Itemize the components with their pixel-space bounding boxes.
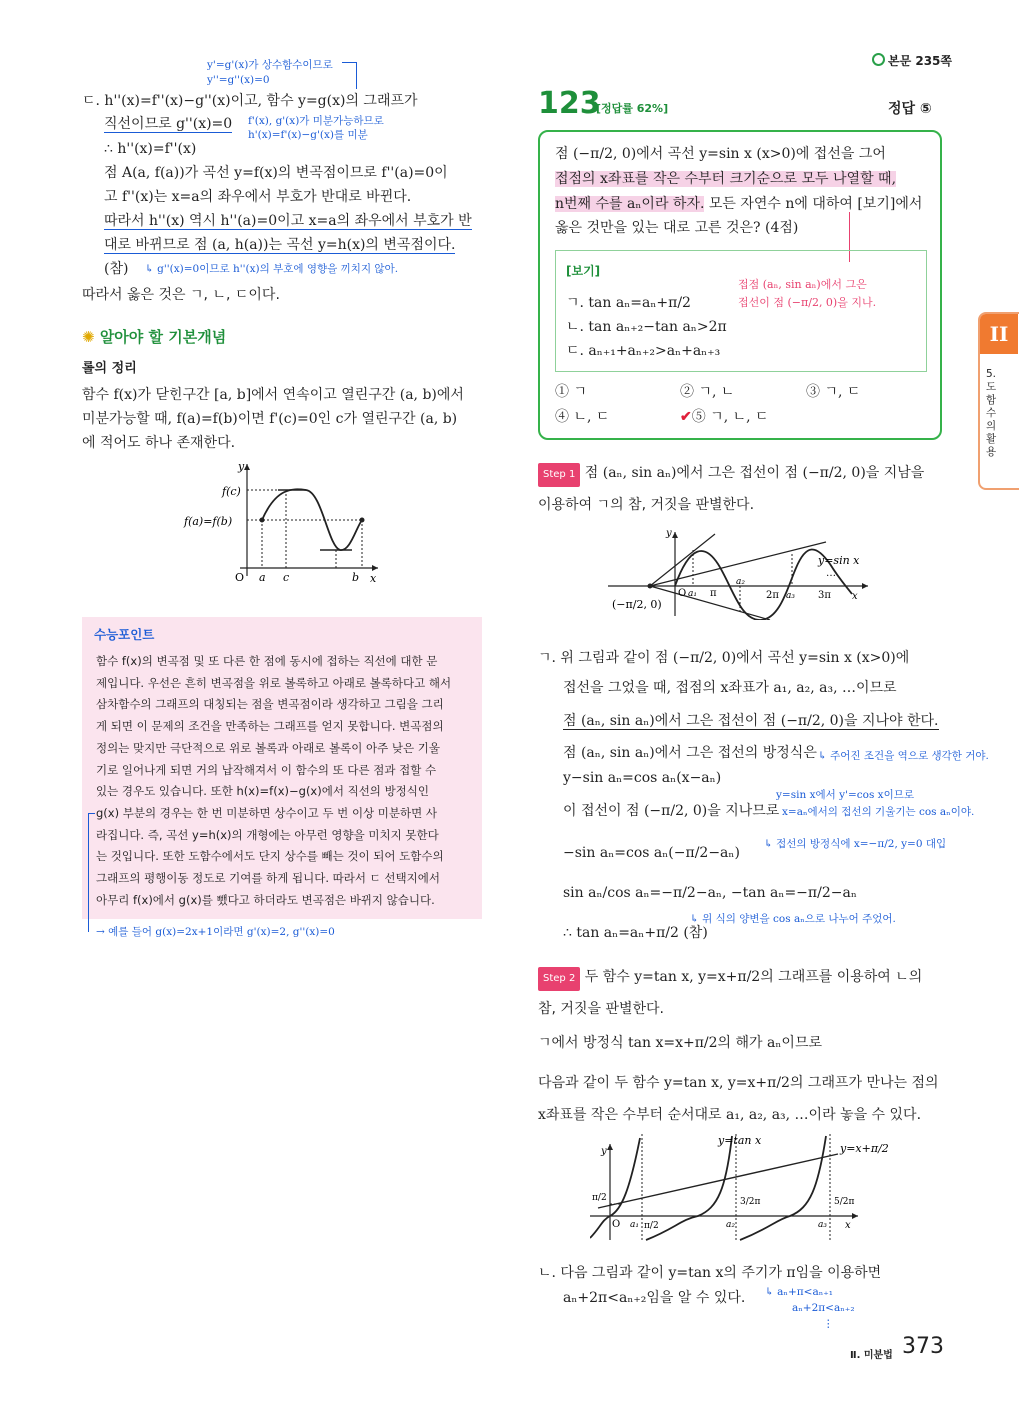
tan-a1: a₁ [630, 1220, 639, 1230]
line-c4: 점 A(a, f(a))가 곡선 y=f(x)의 변곡점이므로 f''(a)=0이 [104, 165, 448, 181]
tan-half-pi: π/2 [644, 1221, 659, 1231]
note-sol5: y=sin x에서 y'=cos x이므로 [776, 789, 915, 801]
note-mid: f'(x), g'(x)가 미분가능하므로 h'(x)=f'(x)−g'(x)를 미분 [248, 115, 384, 141]
sol-line7: −sin aₙ=cos aₙ(−π/2−aₙ) [563, 845, 740, 861]
conclusion: 따라서 옳은 것은 ㄱ, ㄴ, ㄷ이다. [82, 287, 280, 303]
tan-5half-pi: 5/2π [834, 1197, 855, 1207]
step2-line2: 참, 거짓을 판별한다. [538, 1001, 664, 1017]
accuracy-rate: [정답률 62%] [596, 102, 669, 115]
sin-2pi: 2π [766, 590, 779, 601]
step1-tag: Step 1 [538, 463, 580, 487]
line-c1: ㄷ. h''(x)=f''(x)−g''(x)이고, 함수 y=g(x)의 그래프가 [82, 93, 418, 109]
bogi-g1: ㄱ. tan aₙ=aₙ+π/2 [566, 295, 691, 311]
tan-line3: x좌표를 작은 수부터 순서대로 a₁, a₂, a₃, …이라 놓을 수 있다. [538, 1107, 922, 1123]
step2-line1: Step 2 두 함수 y=tan x, y=x+π/2의 그래프를 이용하여 ㄴ의 [538, 966, 922, 991]
sin-3pi: 3π [818, 590, 831, 601]
sol-line4: 점 (aₙ, sin aₙ)에서 그은 접선의 방정식은 [563, 745, 817, 761]
bogi-g3: ㄷ. aₙ₊₁+aₙ₊₂>aₙ+aₙ₊₃ [566, 343, 721, 359]
tan-top-label: y=tan x [718, 1134, 762, 1147]
rolle-title: 롤의 정리 [82, 361, 137, 376]
note-sol8: ↳ 위 식의 양변을 cos aₙ으로 나누어 주었어. [690, 913, 896, 925]
sin-pi: π [710, 588, 717, 599]
choice-5[interactable]: ✔⑤ ㄱ, ㄴ, ㄷ [680, 409, 769, 425]
line-c7: 대로 바뀌므로 점 (a, h(a))는 곡선 y=h(x)의 변곡점이다. [104, 237, 456, 253]
question-line4: 옳은 것만을 있는 대로 고른 것은? (4점) [555, 220, 799, 236]
line-c8: (참) [104, 261, 129, 277]
axis-y: y [238, 460, 245, 473]
sin-origin: O [678, 588, 687, 599]
sin-curve-label: y=sin x [818, 554, 860, 567]
tan-axis-y: y [601, 1146, 607, 1157]
sol-line6: 이 접선이 점 (−π/2, 0)을 지나므로 [563, 803, 780, 819]
sin-graph [600, 524, 880, 620]
label-a: a [259, 571, 266, 583]
rolle-line1: 함수 f(x)가 닫힌구간 [a, b]에서 연속이고 열린구간 (a, b)에서 [82, 387, 464, 403]
period-line2: aₙ+2π<aₙ₊₂임을 알 수 있다. [563, 1290, 746, 1306]
sol-line2: 접선을 그었을 때, 접점의 x좌표가 a₁, a₂, a₃, …이므로 [563, 680, 897, 696]
point-note: → 예를 들어 g(x)=2x+1이라면 g'(x)=2, g''(x)=0 [96, 926, 335, 938]
line-c2: 직선이므로 g''(x)=0 [104, 116, 233, 132]
sin-a3: a₃ [786, 591, 795, 601]
sol-line1: ㄱ. 위 그림과 같이 점 (−π/2, 0)에서 곡선 y=sin x (x>0)에 [538, 650, 910, 666]
tan-line-label: y=x+π/2 [840, 1142, 889, 1155]
label-fc: f(c) [222, 485, 241, 498]
answer-label: 정답 ⑤ [888, 101, 932, 117]
footer-chapter: Ⅱ. 미분법 [850, 1350, 893, 1361]
note-sol6: x=aₙ에서의 접선의 기울기는 cos aₙ이야. [782, 806, 975, 818]
chapter-label: 5.도함수의활용 [986, 368, 997, 458]
chapter-roman: II [980, 314, 1018, 354]
note-c8: ↳ g''(x)=0이므로 h''(x)의 부호에 영향을 끼치지 않아. [145, 263, 399, 275]
period-line1: ㄴ. 다음 그림과 같이 y=tan x의 주기가 π임을 이용하면 [538, 1265, 882, 1281]
sol-line9: ∴ tan aₙ=aₙ+π/2 (참) [563, 925, 708, 941]
question-line3: n번째 수를 aₙ이라 하자. 모든 자연수 n에 대하여 [보기]에서 [555, 196, 923, 212]
sol-line3: 점 (aₙ, sin aₙ)에서 그은 접선이 점 (−π/2, 0)을 지나야 한다. [563, 713, 939, 729]
line-c6: 따라서 h''(x) 역시 h''(a)=0이고 x=a의 좌우에서 부호가 반 [104, 213, 472, 229]
tan-origin: O [612, 1219, 621, 1230]
sol-line5: y−sin aₙ=cos aₙ(x−aₙ) [563, 770, 722, 786]
check-icon: ✔ [680, 409, 692, 425]
bogi-note: 접점 (aₙ, sin aₙ)에서 그은 접선이 점 (−π/2, 0)을 지나. [738, 278, 877, 309]
label-b: b [352, 571, 360, 583]
period-note: ↳ aₙ+π<aₙ₊₁ aₙ+2π<aₙ₊₂ ⋮ [765, 1286, 855, 1330]
tan-3half-pi: 3/2π [740, 1197, 761, 1207]
origin: O [235, 571, 245, 583]
question-line1: 점 (−π/2, 0)에서 곡선 y=sin x (x>0)에 접선을 그어 [555, 146, 886, 162]
axis-x: x [370, 572, 377, 583]
sin-point: (−π/2, 0) [612, 598, 662, 611]
sin-a1: a₁ [688, 589, 697, 599]
question-line2: 접점의 x좌표를 작은 수부터 크기순으로 모두 나열할 때, [555, 171, 897, 187]
circle-icon [872, 53, 885, 66]
point-body: 함수 f(x)의 변곡점 및 또 다른 한 점에 동시에 접하는 직선에 대한 문 제입니다. 우선은 흔히 변곡점을 위로 볼록하고 아래로 볼록하다고 해서 삼차함수의 그래프의 대칭되는 점을 변곡점이라 생각하고 그림을 그리 게 되면 이 문제의 조건을 만족하는 그래프를 얻지 못합니다. 변곡점의 정의는 맞지만 극단적으로 위로 볼록과 아래로 볼록이 아주 낮은 기울 기로 일어나게 되면 거의 납작해져서 이 함수의 또 다른 점과 접할 수 있는 경우도 있습니다. 또한 h(x)=f(x)−g(x)에서 직선의 방정식인 g(x) 부분의 경우는 한 번 미분하면 상수이고 두 번 이상 미분하면 사 라집니다. 즉, 곡선 y=h(x)의 개형에는 아무런 영향을 미치지 못한다 는 것입니다. 또한 도함수에서도 단지 상수를 빼는 것이 되어 도함수의 그래프의 평행이동 정도로 기여를 하게 됩니다. 따라서 ㄷ 선택지에서 아무리 f(x)에서 g(x)를 뺐다고 하더라도 변곡점은 바뀌지 않습니다. [96, 654, 452, 907]
step1-line1: Step 1 점 (aₙ, sin aₙ)에서 그은 접선이 점 (−π/2, 0)을 지남을 [538, 462, 924, 487]
label-fa: f(a)=f(b) [184, 515, 233, 528]
page-number: 373 [902, 1334, 944, 1359]
choice-2[interactable]: ② ㄱ, ㄴ [680, 384, 735, 400]
step2-tag: Step 2 [538, 967, 580, 991]
bogi-g2: ㄴ. tan aₙ₊₂−tan aₙ>2π [566, 319, 727, 335]
line-c5: 고 f''(x)는 x=a의 좌우에서 부호가 반대로 바뀐다. [104, 189, 412, 205]
rolle-graph [180, 458, 390, 583]
sin-a2: a₂ [736, 577, 745, 587]
concept-title: ✺ 알아야 할 기본개념 [82, 328, 227, 346]
step1-line2: 이용하여 ㄱ의 참, 거짓을 판별한다. [538, 497, 755, 513]
tan-line1: ㄱ에서 방정식 tan x=x+π/2의 해가 aₙ이므로 [538, 1035, 823, 1051]
choice-3[interactable]: ③ ㄱ, ㄷ [806, 384, 861, 400]
choice-4[interactable]: ④ ㄴ, ㄷ [555, 409, 610, 425]
tan-a2: a₂ [726, 1220, 735, 1230]
bogi-title: [보기] [566, 264, 601, 278]
note-connector [342, 62, 357, 89]
label-c: c [283, 571, 290, 583]
lightbulb-icon: ✺ [82, 328, 95, 346]
tan-a3: a₃ [818, 1220, 827, 1230]
rolle-line3: 에 적어도 하나 존재한다. [82, 435, 236, 451]
tan-p2: π/2 [592, 1193, 607, 1203]
sin-dots: … [826, 568, 836, 579]
sin-axis-x: x [852, 591, 858, 602]
point-connector [88, 813, 95, 932]
problem-number: 123 [538, 86, 601, 121]
note-sol7: ↳ 접선의 방정식에 x=−π/2, y=0 대입 [764, 838, 947, 850]
reference-page: 본문 235쪽 [872, 50, 952, 72]
sin-axis-y: y [666, 528, 672, 539]
note-sol4: ↳ 주어진 조건을 역으로 생각한 거야. [818, 750, 989, 762]
choice-1[interactable]: ① ㄱ [555, 384, 587, 400]
line-c3: ∴ h''(x)=f''(x) [104, 141, 197, 157]
tan-axis-x: x [845, 1220, 851, 1231]
tan-graph [590, 1128, 900, 1246]
tan-line2: 다음과 같이 두 함수 y=tan x, y=x+π/2의 그래프가 만나는 점의 [538, 1075, 939, 1091]
sol-line8: sin aₙ/cos aₙ=−π/2−aₙ, −tan aₙ=−π/2−aₙ [563, 885, 857, 901]
point-title: 수능포인트 [94, 627, 155, 642]
top-note: y'=g'(x)가 상수함수이므로 y''=g''(x)=0 [207, 59, 333, 86]
rolle-line2: 미분가능할 때, f(a)=f(b)이면 f'(c)=0인 c가 열린구간 (a, b) [82, 411, 458, 427]
